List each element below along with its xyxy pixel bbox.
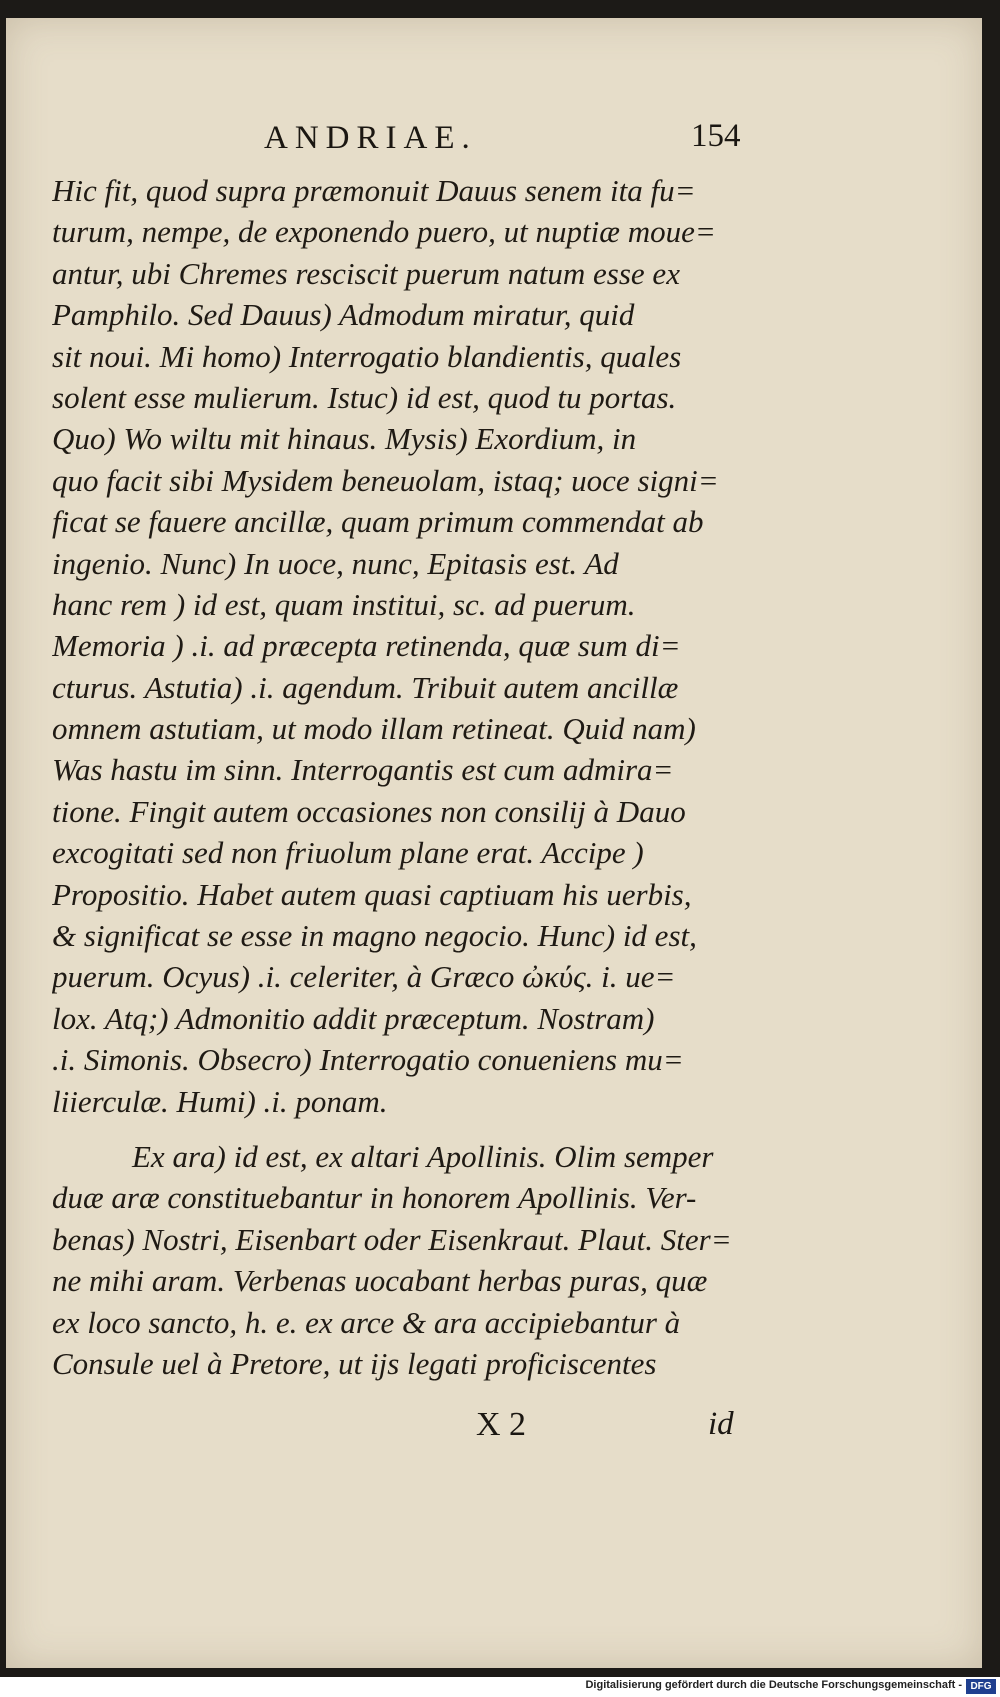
text-line: sit noui. Mi homo) Interrogatio blandientis, quales [52,338,682,374]
text-line: solent esse mulierum. Istuc) id est, quod tu portas. [52,379,677,415]
footer-bar [0,1677,1000,1697]
text-line: Hic fit, quod supra præmonuit Dauus senem ita fu= [52,173,696,208]
text-line: & significat se esse in magno negocio. Hunc) id est, [52,918,697,954]
text-line: ficat se fauere ancillæ, quam primum commendat ab [52,504,704,540]
page-number: 154 [691,118,741,154]
text-line: Quo) Wo wiltu mit hinaus. Mysis) Exordium, in [52,421,637,457]
text-line: quo facit sibi Mysidem beneuolam, istaq; uoce signi= [52,462,719,498]
text-line: lox. Atq;) Admonitio addit præceptum. Nostram) [52,1000,655,1036]
catchword: id [708,1406,734,1442]
running-title: ANDRIAE. [264,120,477,156]
text-line: duæ aræ constituebantur in honorem Apollinis. Ver- [52,1180,697,1216]
text-line: Pamphilo. Sed Dauus) Admodum miratur, quid [52,297,635,333]
text-line: puerum. Ocyus) .i. celeriter, à Græco ὠκύς. i. ue= [52,959,676,995]
text-line: ex loco sancto, h. e. ex arce & ara accipiebantur à [52,1304,681,1340]
text-line: turum, nempe, de exponendo puero, ut nuptiæ moue= [52,214,716,250]
text-line: .i. Simonis. Obsecro) Interrogatio conueniens mu= [52,1042,684,1078]
text-line: antur, ubi Chremes resciscit puerum natum esse ex [52,255,680,291]
page-header [6,114,982,164]
footer-credit: Digitalisierung gefördert durch die Deutsche Forschungsgemeinschaft - [585,1679,962,1691]
text-line: tione. Fingit autem occasiones non consilij à Dauo [52,793,686,829]
book-page [6,18,982,1668]
text-line: Propositio. Habet autem quasi captiuam his uerbis, [52,876,692,912]
text-line: Was hastu im sinn. Interrogantis est cum admira= [52,752,674,788]
text-line: hanc rem ) id est, quam institui, sc. ad puerum. [52,586,636,622]
text-line: cturus. Astutia) .i. agendum. Tribuit autem ancillæ [52,669,679,705]
text-line: Consule uel à Pretore, ut ijs legati proficiscentes [52,1345,657,1381]
text-line: ingenio. Nunc) In uoce, nunc, Epitasis est. Ad [52,545,619,581]
text-line: liierculæ. Humi) .i. ponam. [52,1083,388,1119]
dfg-logo-icon: DFG [966,1679,996,1694]
text-line: Ex ara) id est, ex altari Apollinis. Olim semper [132,1138,714,1174]
signature-mark: X 2 [476,1406,527,1443]
commentary-text [52,170,762,1384]
text-line: excogitati sed non friuolum plane erat. Accipe ) [52,835,644,871]
text-line: benas) Nostri, Eisenbart oder Eisenkraut. Plaut. Ster= [52,1221,732,1257]
paragraph-gap [52,1122,762,1136]
text-line: Memoria ) .i. ad præcepta retinenda, quæ sum di= [52,628,681,664]
text-line: ne mihi aram. Verbenas uocabant herbas puras, quæ [52,1263,708,1299]
text-line: omnem astutiam, ut modo illam retineat. Quid nam) [52,711,696,747]
